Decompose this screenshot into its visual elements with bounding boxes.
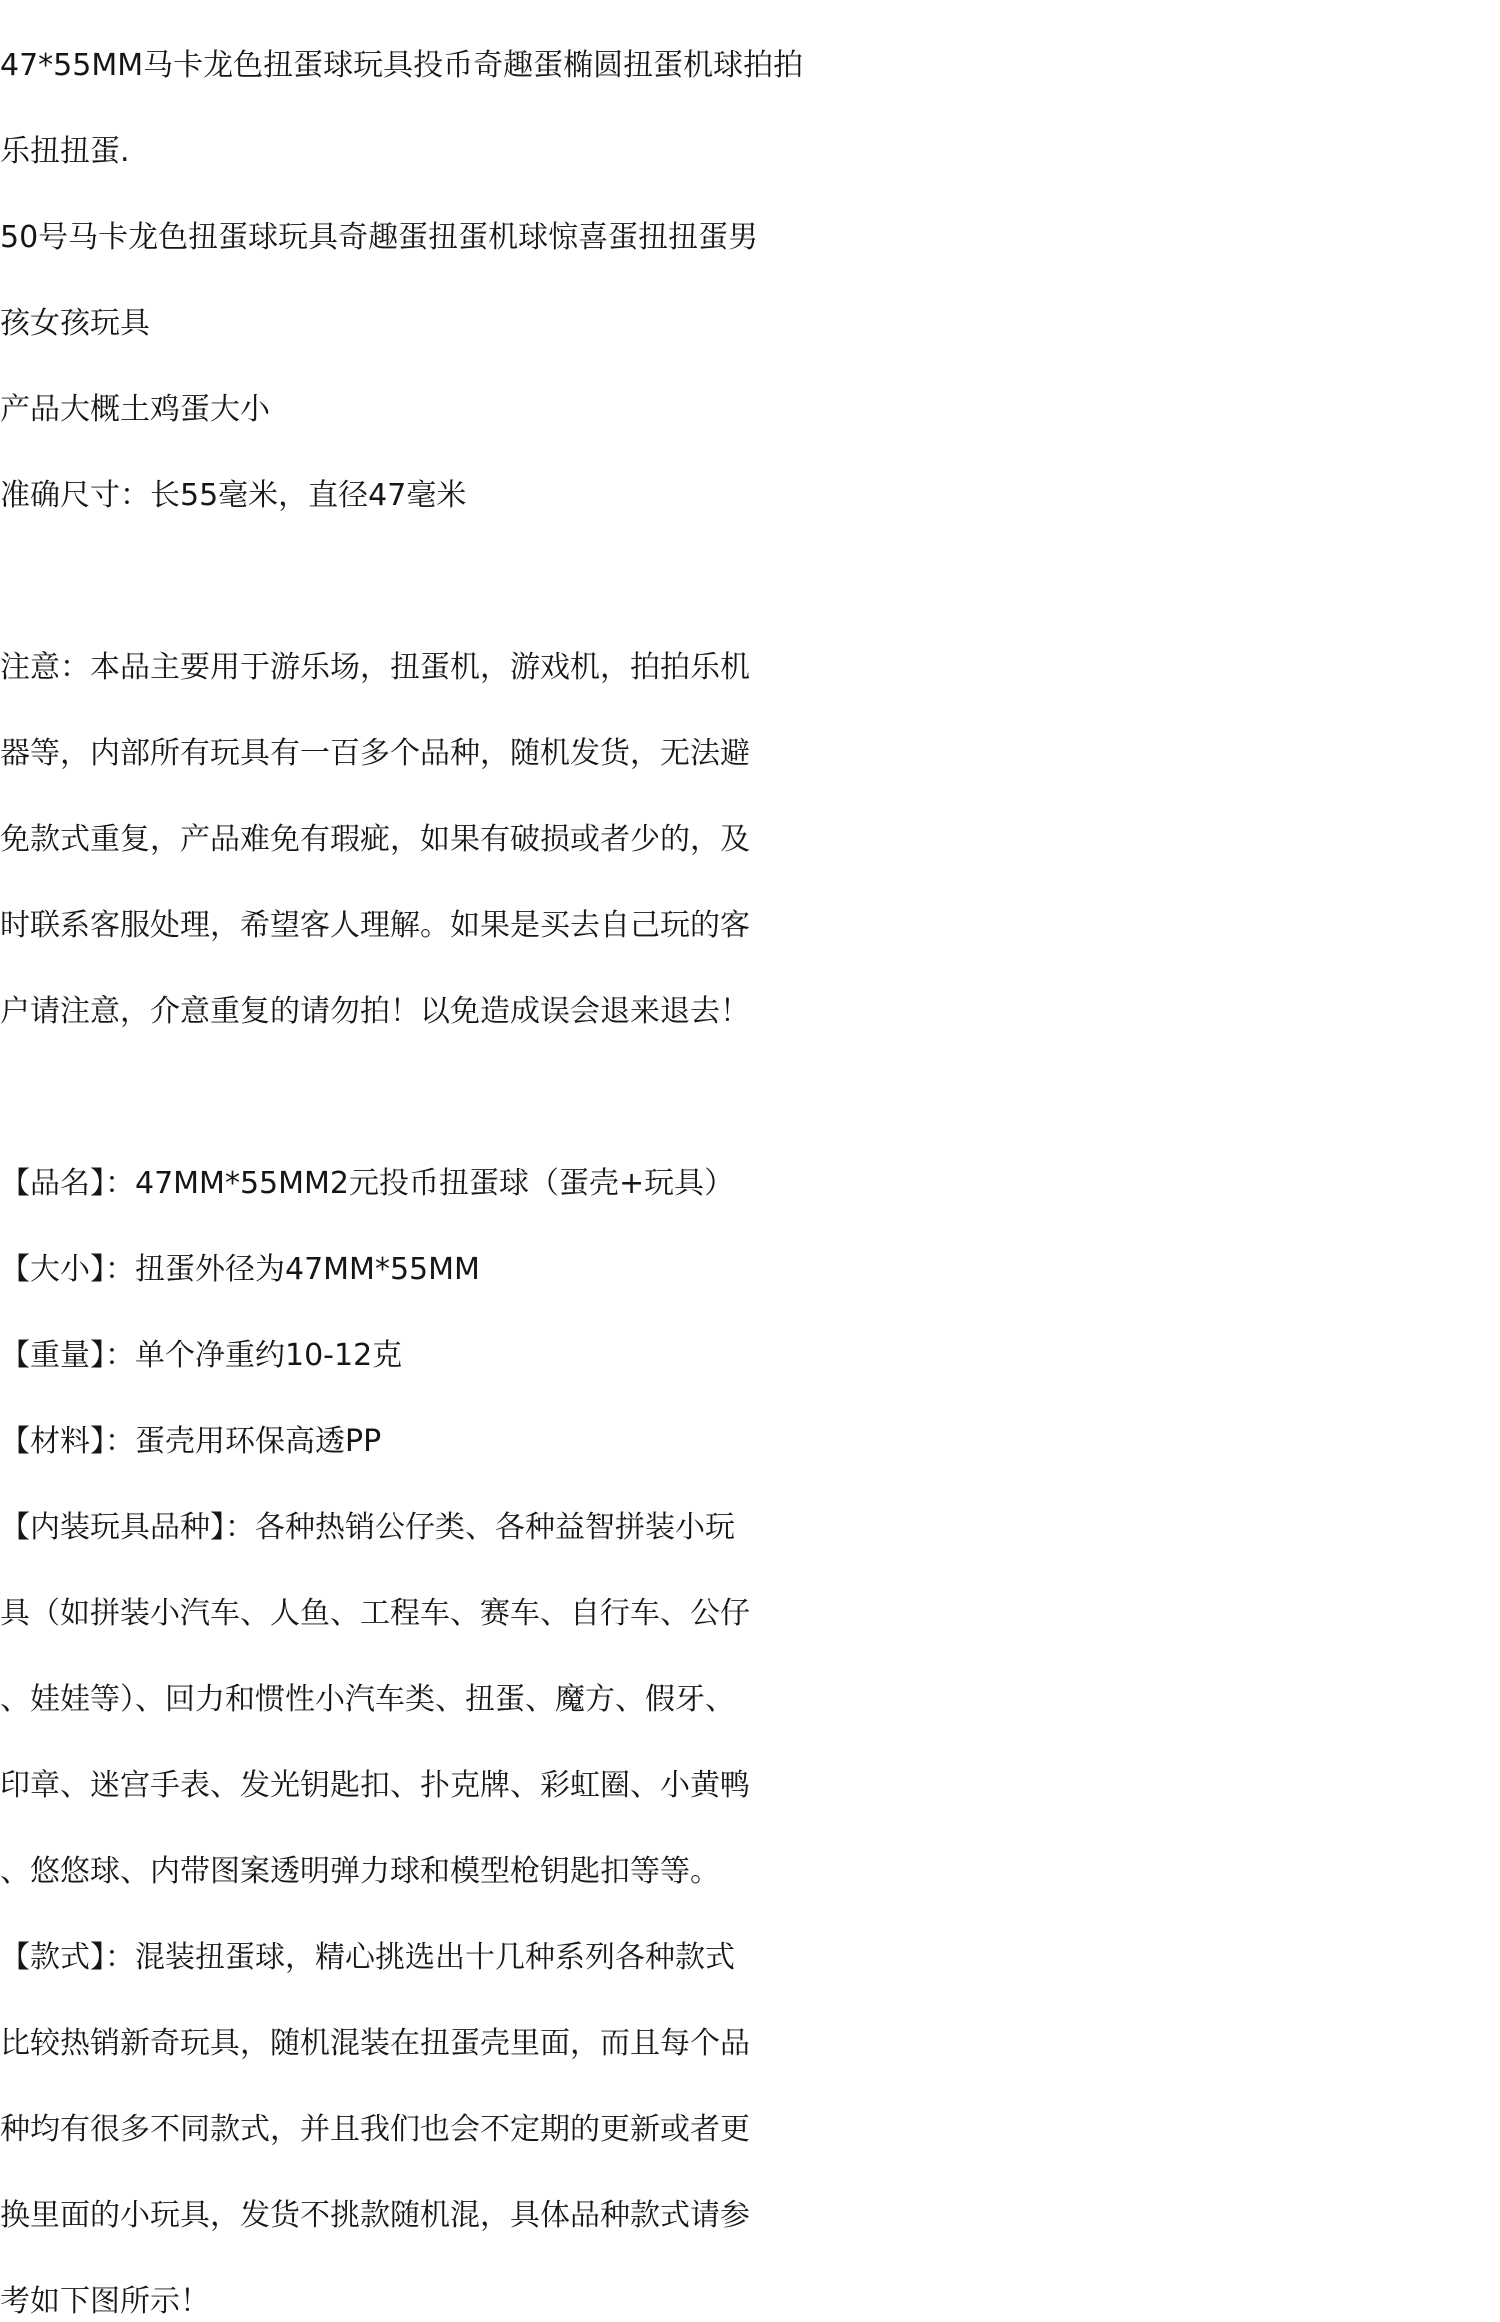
text-line: 器等，内部所有玩具有一百多个品种，随机发货，无法避 (0, 736, 750, 771)
text-line: 注意：本品主要用于游乐场，扭蛋机，游戏机，拍拍乐机 (0, 650, 750, 685)
spec-line: 种均有很多不同款式，并且我们也会不定期的更新或者更 (0, 2112, 750, 2147)
spec-line: 考如下图所示！ (0, 2284, 210, 2319)
spec-line: 比较热销新奇玩具，随机混装在扭蛋壳里面，而且每个品 (0, 2026, 750, 2061)
text-line: 产品大概土鸡蛋大小 (0, 392, 270, 427)
spec-line: 【品名】：47MM*55MM2元投币扭蛋球（蛋壳+玩具） (0, 1166, 735, 1201)
spec-line: 印章、迷宫手表、发光钥匙扣、扑克牌、彩虹圈、小黄鸭 (0, 1768, 750, 1803)
spec-line: 换里面的小玩具，发货不挑款随机混，具体品种款式请参 (0, 2198, 750, 2233)
spec-line: 【款式】：混装扭蛋球，精心挑选出十几种系列各种款式 (0, 1940, 735, 1975)
blank-line (0, 1055, 1500, 1141)
spec-line: 【内装玩具品种】：各种热销公仔类、各种益智拼装小玩 (0, 1510, 735, 1545)
text-line: 户请注意，介意重复的请勿拍！以免造成误会退来退去！ (0, 994, 750, 1029)
text-line: 50号马卡龙色扭蛋球玩具奇趣蛋扭蛋机球惊喜蛋扭扭蛋男 (0, 220, 759, 255)
spec-line: 具（如拼装小汽车、人鱼、工程车、赛车、自行车、公仔 (0, 1596, 750, 1631)
spec-line: 、娃娃等）、回力和惯性小汽车类、扭蛋、魔方、假牙、 (0, 1682, 735, 1717)
text-line: 47*55MM马卡龙色扭蛋球玩具投币奇趣蛋椭圆扭蛋机球拍拍 (0, 48, 804, 83)
spec-line: 【重量】：单个净重约10-12克 (0, 1338, 403, 1373)
blank-line (0, 539, 1500, 625)
spec-line: 【大小】：扭蛋外径为47MM*55MM (0, 1252, 480, 1287)
spec-line: 【材料】：蛋壳用环保高透PP (0, 1424, 382, 1459)
text-line: 乐扭扭蛋. (0, 134, 130, 169)
text-line: 孩女孩玩具 (0, 306, 150, 341)
text-line: 免款式重复，产品难免有瑕疵，如果有破损或者少的，及 (0, 822, 750, 857)
spec-line: 、悠悠球、内带图案透明弹力球和模型枪钥匙扣等等。 (0, 1854, 720, 1889)
text-line: 时联系客服处理，希望客人理解。如果是买去自己玩的客 (0, 908, 750, 943)
text-line: 准确尺寸：长55毫米，直径47毫米 (0, 478, 467, 513)
